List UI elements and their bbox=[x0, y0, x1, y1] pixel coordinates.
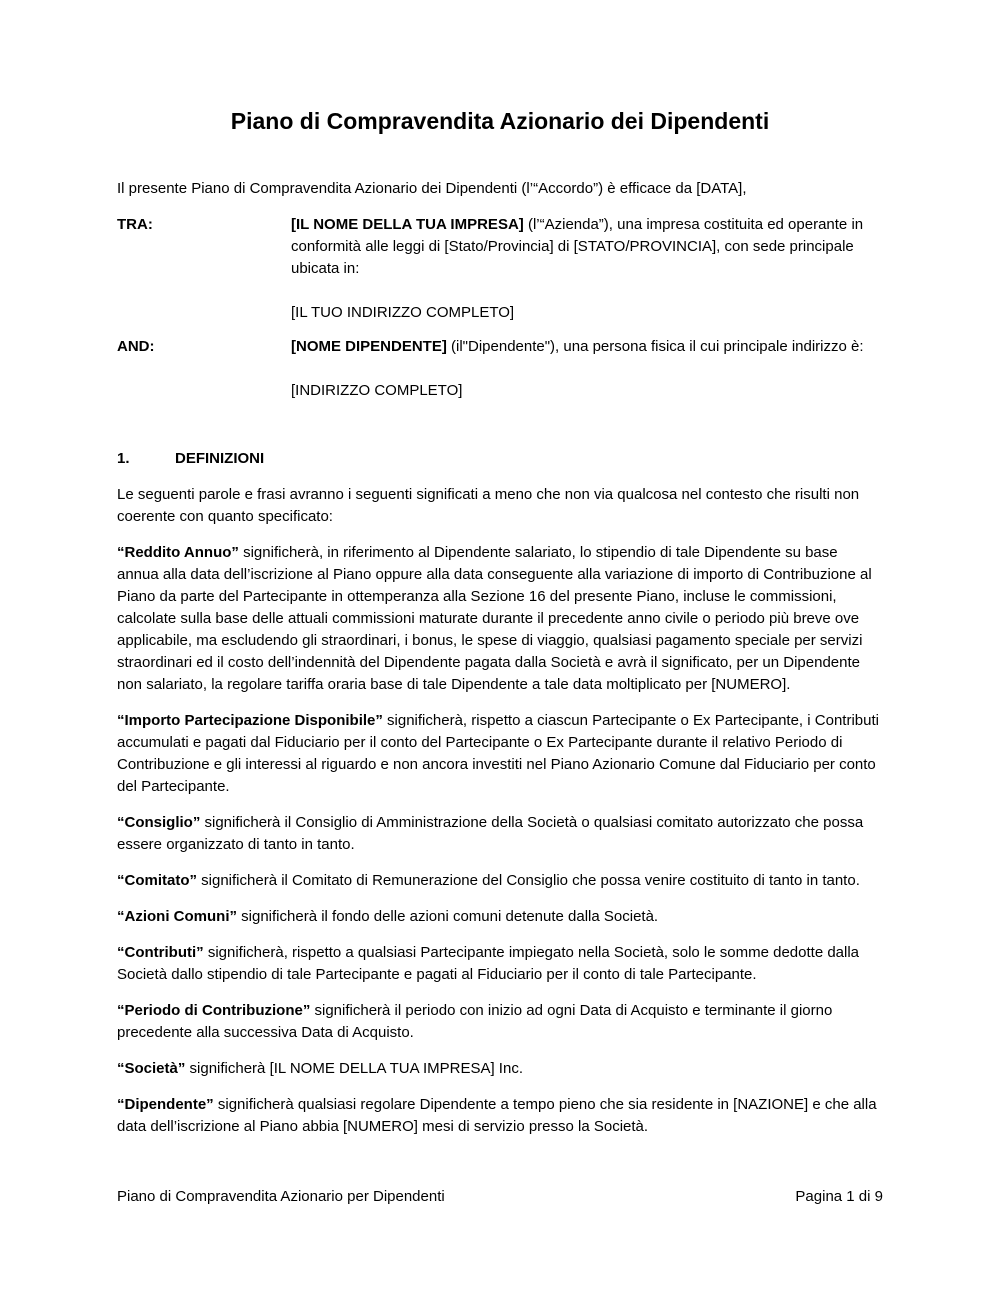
definition-text: significherà, rispetto a ciascun Partecipante o Ex Partecipante, i Contributi accumulati e pagati dal Fiduciario per il conto del Partecipante o Ex Partecipante durante il relativo Periodo di Contribuzione e gli interessi al riguardo e non ancora investiti nel Piano Azionario Comune dal Fiduciario per conto del Partecipante. bbox=[117, 712, 879, 795]
party-label-and: AND: bbox=[117, 338, 155, 355]
party-body-tra bbox=[291, 214, 883, 336]
definition-text: significherà il Consiglio di Amministrazione della Società o qualsiasi comitato autorizzato che possa essere organizzato di tanto in tanto. bbox=[117, 814, 864, 853]
party-text-tra bbox=[291, 214, 883, 280]
party-description-tra: (l’“Azienda”), una impresa costituita ed operante in conformità alle leggi di [Stato/Provincia] di [STATO/PROVINCIA], con sede principale ubicata in: bbox=[291, 216, 864, 277]
party-description-and: (il"Dipendente"), una persona fisica il cui principale indirizzo è: bbox=[446, 338, 864, 355]
party-body-and bbox=[291, 336, 883, 414]
definition-societa bbox=[117, 1058, 883, 1080]
definition-reddito-annuo bbox=[117, 542, 883, 696]
footer-page-number: Pagina 1 di 9 bbox=[795, 1188, 883, 1205]
definition-term: “Periodo di Contribuzione” bbox=[117, 1002, 311, 1019]
definition-contributi bbox=[117, 942, 883, 986]
page-footer bbox=[117, 1186, 883, 1208]
document-title: Piano di Compravendita Azionario dei Dipendenti bbox=[230, 108, 770, 134]
definition-text: significherà [IL NOME DELLA TUA IMPRESA] Inc. bbox=[185, 1060, 523, 1077]
employee-name-placeholder: [NOME DIPENDENTE] bbox=[291, 338, 447, 355]
definition-consiglio bbox=[117, 812, 883, 856]
definition-term: “Dipendente” bbox=[117, 1096, 214, 1113]
employee-address-placeholder: [INDIRIZZO COMPLETO] bbox=[291, 382, 463, 399]
definition-text: significherà il fondo delle azioni comuni detenute dalla Società. bbox=[237, 908, 659, 925]
party-block-tra bbox=[117, 214, 883, 336]
intro-paragraph: Il presente Piano di Compravendita Azionario dei Dipendenti (l’“Accordo”) è efficace da [DATA], bbox=[117, 180, 747, 197]
company-name-placeholder: [IL NOME DELLA TUA IMPRESA] bbox=[291, 216, 524, 233]
section-heading-label: DEFINIZIONI bbox=[175, 450, 265, 467]
definition-importo-partecipazione bbox=[117, 710, 883, 798]
definition-term: “Reddito Annuo” bbox=[117, 544, 239, 561]
definition-term: “Comitato” bbox=[117, 872, 197, 889]
footer-document-title: Piano di Compravendita Azionario per Dipendenti bbox=[117, 1188, 445, 1205]
party-block-and bbox=[117, 336, 883, 414]
party-label-tra: TRA: bbox=[117, 216, 153, 233]
definition-text: significherà il periodo con inizio ad ogni Data di Acquisto e terminante il giorno precedente alla successiva Data di Acquisto. bbox=[117, 1002, 833, 1041]
definition-text: significherà, in riferimento al Dipendente salariato, lo stipendio di tale Dipendente su base annua alla data dell’iscrizione al Piano oppure alla data conseguente alla variazione di importo di Contribuzione al Piano da parte del Partecipante in ottemperanza alla Sezione 16 del presente Piano, incluse le commissioni, calcolate sulla base delle attuali commissioni maturate durante il precedente anno civile o periodo più breve ove applicabile, ma escludendo gli straordinari, i bonus, le spese di viaggio, qualsiasi pagamento speciale per servizi straordinari ed il costo dell’indennità del Dipendente pagata dalla Società e avrà il significato, per un Dipendente non salariato, la regolare tariffa oraria base di tale Dipendente a tale data moltiplicato per [NUMERO]. bbox=[117, 544, 872, 693]
definition-term: “Consiglio” bbox=[117, 814, 201, 831]
definition-periodo-di-contribuzione bbox=[117, 1000, 883, 1044]
party-text-and bbox=[291, 336, 883, 358]
definitions-intro-paragraph: Le seguenti parole e frasi avranno i seguenti significati a meno che non via qualcosa nel contesto che risulti non coerente con quanto specificato: bbox=[117, 486, 860, 525]
definition-azioni-comuni bbox=[117, 906, 883, 928]
definition-dipendente bbox=[117, 1094, 883, 1138]
definition-text: significherà il Comitato di Remunerazione del Consiglio che possa venire costituito di tanto in tanto. bbox=[197, 872, 860, 889]
definition-comitato bbox=[117, 870, 883, 892]
document-content bbox=[117, 106, 883, 1152]
company-address-placeholder: [IL TUO INDIRIZZO COMPLETO] bbox=[291, 304, 515, 321]
definition-term: “Società” bbox=[117, 1060, 186, 1077]
definition-term: “Importo Partecipazione Disponibile” bbox=[117, 712, 383, 729]
definition-text: significherà qualsiasi regolare Dipendente a tempo pieno che sia residente in [NAZIONE] e che alla data dell’iscrizione al Piano abbia [NUMERO] mesi di servizio presso la Società. bbox=[117, 1096, 877, 1135]
definition-text: significherà, rispetto a qualsiasi Partecipante impiegato nella Società, solo le somme dedotte dalla Società dallo stipendio di tale Partecipante e pagati al Fiduciario per il conto di tale Partecipante. bbox=[117, 944, 860, 983]
section-number: 1. bbox=[117, 450, 130, 467]
section-heading-definizioni bbox=[117, 448, 883, 470]
definition-term: “Contributi” bbox=[117, 944, 204, 961]
definition-term: “Azioni Comuni” bbox=[117, 908, 237, 925]
